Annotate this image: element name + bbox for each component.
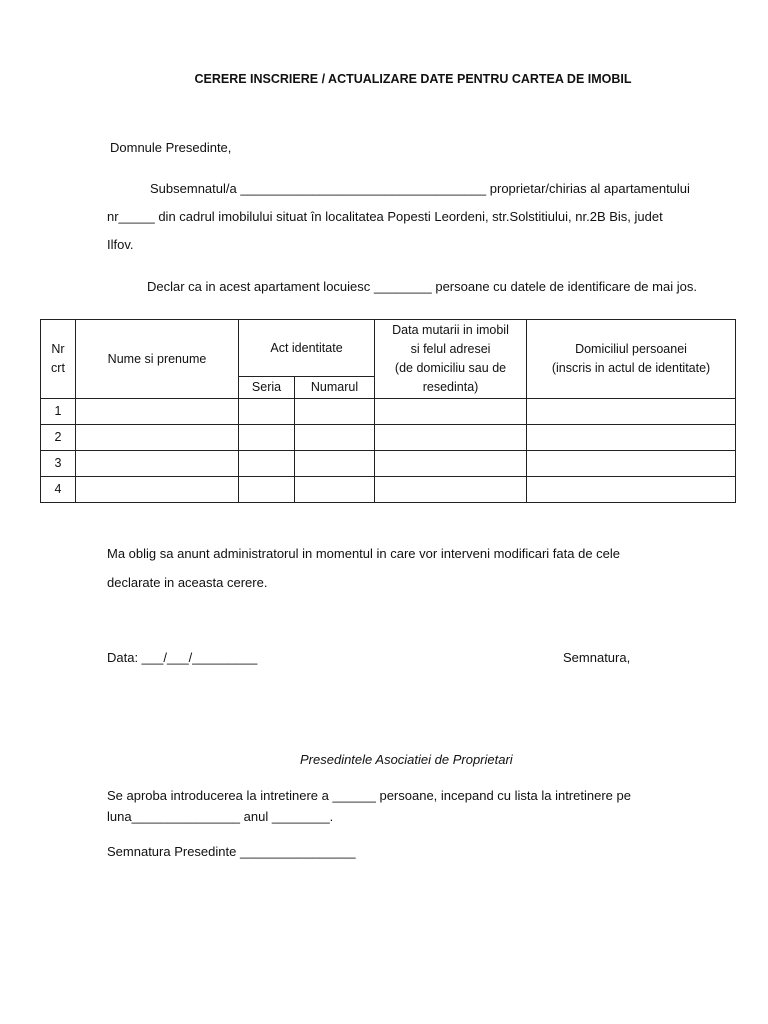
row-number: 3 (41, 451, 76, 477)
cell-name[interactable] (76, 477, 239, 503)
header-data-line1: Data mutarii in imobil (392, 323, 509, 337)
header-act-identitate: Act identitate (239, 320, 375, 377)
header-data-line2: si felul adresei (410, 342, 491, 356)
cell-data[interactable] (375, 477, 527, 503)
table-row (41, 477, 736, 503)
cell-name[interactable] (76, 399, 239, 425)
cell-domiciliu[interactable] (527, 425, 736, 451)
declaration-line-2: nr_____ din cadrul imobilului situat în localitatea Popesti Leordeni, str.Solstitiului, nr.2B Bis, judet (107, 209, 663, 224)
declaration-line-1: Subsemnatul/a __________________________________ proprietar/chirias al apartamentului (150, 181, 690, 196)
approval-line-1: Se aproba introducerea la intretinere a ______ persoane, incepand cu lista la intretinere pe (107, 788, 631, 803)
document-title: CERERE INSCRIERE / ACTUALIZARE DATE PENTRU CARTEA DE IMOBIL (194, 72, 632, 86)
header-name: Nume si prenume (76, 320, 239, 399)
header-data-mutarii (375, 320, 527, 399)
salutation: Domnule Presedinte, (110, 140, 232, 155)
cell-seria[interactable] (239, 477, 295, 503)
row-number: 4 (41, 477, 76, 503)
obligation-line-1: Ma oblig sa anunt administratorul in momentul in care vor interveni modificari fata de cele (107, 546, 621, 561)
cell-numarul[interactable] (295, 399, 375, 425)
cell-data[interactable] (375, 399, 527, 425)
cell-seria[interactable] (239, 425, 295, 451)
header-data-line3: (de domiciliu sau de (394, 361, 507, 375)
cell-numarul[interactable] (295, 425, 375, 451)
header-dom-line1: Domiciliul persoanei (575, 342, 687, 356)
cell-domiciliu[interactable] (527, 399, 736, 425)
cell-domiciliu[interactable] (527, 451, 736, 477)
header-numarul: Numarul (295, 377, 375, 399)
table-row (41, 425, 736, 451)
signature-label: Semnatura, (563, 650, 631, 665)
president-heading: Presedintele Asociatiei de Proprietari (300, 752, 513, 767)
president-signature[interactable]: Semnatura Presedinte ________________ (107, 844, 356, 859)
cell-data[interactable] (375, 451, 527, 477)
row-number: 2 (41, 425, 76, 451)
cell-name[interactable] (76, 425, 239, 451)
table-row (41, 451, 736, 477)
cell-numarul[interactable] (295, 451, 375, 477)
table-row (41, 399, 736, 425)
obligation-line-2: declarate in aceasta cerere. (107, 575, 268, 590)
header-domiciliu (527, 320, 736, 399)
header-seria: Seria (239, 377, 295, 399)
cell-seria[interactable] (239, 451, 295, 477)
approval-line-2: luna_______________ anul ________. (107, 809, 334, 824)
persons-declaration: Declar ca in acest apartament locuiesc ________ persoane cu datele de identificare de mai jos. (147, 279, 697, 294)
cell-numarul[interactable] (295, 477, 375, 503)
header-dom-line2: (inscris in actul de identitate) (551, 361, 711, 375)
header-nr-line2: crt (51, 361, 65, 375)
row-number: 1 (41, 399, 76, 425)
cell-data[interactable] (375, 425, 527, 451)
date-field[interactable]: Data: ___/___/_________ (107, 650, 258, 665)
persons-table (40, 319, 736, 503)
cell-seria[interactable] (239, 399, 295, 425)
declaration-line-3: Ilfov. (107, 237, 134, 252)
cell-name[interactable] (76, 451, 239, 477)
cell-domiciliu[interactable] (527, 477, 736, 503)
header-data-line4: resedinta) (422, 380, 479, 394)
header-nr-crt (41, 320, 76, 399)
header-nr-line1: Nr (51, 342, 65, 356)
